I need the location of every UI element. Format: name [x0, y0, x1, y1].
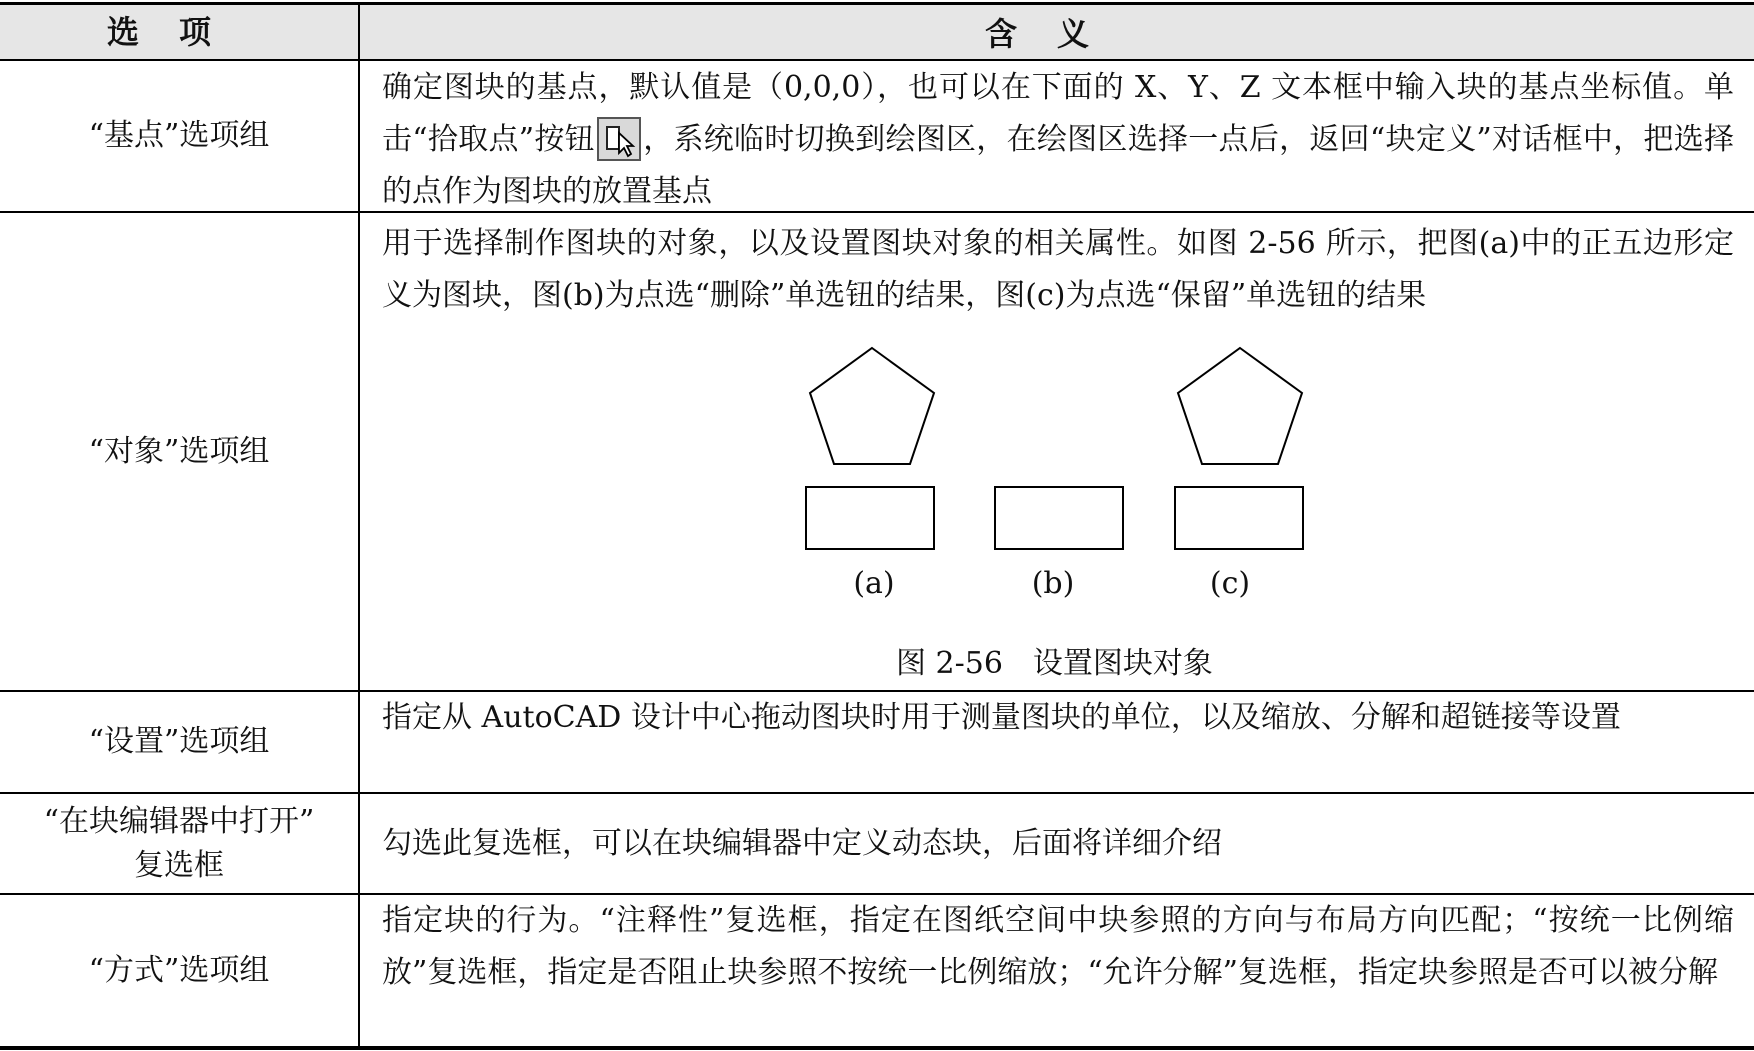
figure-label-c: (c) [1209, 566, 1251, 601]
pentagon-c [1178, 348, 1302, 464]
row-option-cell [0, 794, 358, 893]
row-option-cell [0, 692, 358, 792]
row-option-label: “设置”选项组 [88, 724, 270, 759]
row-meaning-cell [382, 895, 1734, 999]
row-option-label: “对象”选项组 [88, 433, 270, 469]
row-option-label: “在块编辑器中打开” [43, 803, 315, 839]
row-meaning-text: ，系统临时切换到绘图区，在绘图区选择一点后，返回“块定义”对话框中，把选择的点作为图块的放置基点 [382, 122, 1734, 209]
rectangle-c [1175, 487, 1303, 549]
row-meaning-text: 用于选择制作图块的对象，以及设置图块对象的相关属性。如图 2-56 所示，把图(a)中的正五边形定义为图块，图(b)为点选“删除”单选钮的结果，图(c)为点选“保留”单选钮的结果 [382, 226, 1734, 313]
figure-label-a: (a) [853, 566, 895, 601]
header-meaning-label: 含义 [984, 15, 1129, 53]
row-meaning-text: 勾选此复选框，可以在块编辑器中定义动态块，后面将详细介绍 [382, 825, 1222, 861]
row-option-cell [0, 895, 358, 1046]
row-meaning-text: 确定图块的基点，默认值是（0,0,0），也可以在下面的 X、Y、Z 文本框中输入块的基点坐标值。单击“拾取点”按钮 [382, 70, 1734, 157]
row-meaning-cell [382, 794, 1734, 893]
rectangle-b [995, 487, 1123, 549]
rectangle-a [806, 487, 934, 549]
figure-label-b: (b) [1031, 566, 1075, 601]
row-meaning-cell [382, 692, 1734, 744]
pentagon-a [810, 348, 934, 464]
row-meaning-text: 指定块的行为。“注释性”复选框，指定在图纸空间中块参照的方向与布局方向匹配；“按统一比例缩放”复选框，指定是否阻止块参照不按统一比例缩放；“允许分解”复选框，指定块参照是否可以被分解 [382, 903, 1734, 990]
row-option-label: “基点”选项组 [88, 118, 270, 153]
figure-caption: 图 2-56 设置图块对象 [896, 646, 1213, 681]
row-option-label: 复选框 [134, 847, 224, 883]
header-option-label: 选项 [106, 13, 251, 51]
row-option-label: “方式”选项组 [88, 952, 270, 988]
row-meaning-text: 指定从 AutoCAD 设计中心拖动图块时用于测量图块的单位，以及缩放、分解和超链接等设置 [382, 700, 1621, 735]
